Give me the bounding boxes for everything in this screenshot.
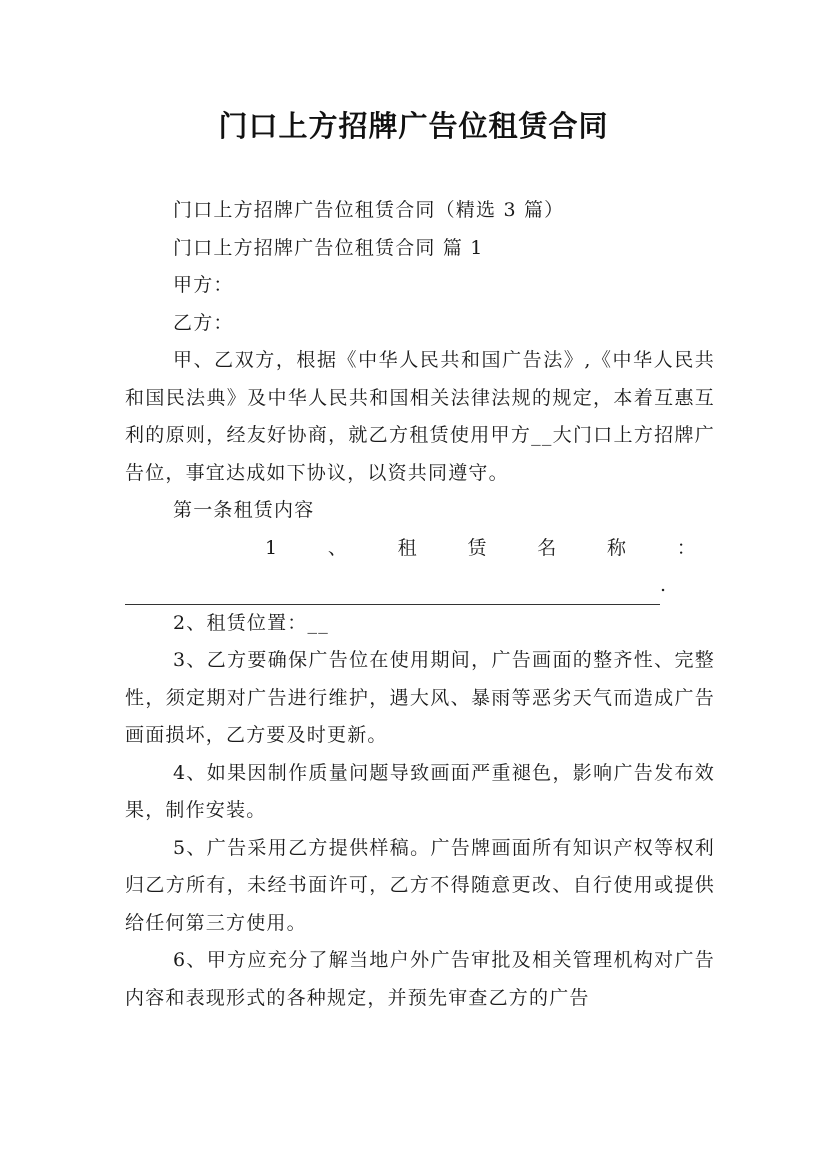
paragraph-party-a: 甲方： xyxy=(173,274,234,296)
rental-name-end-mark: . xyxy=(660,574,668,596)
paragraph-item-2: 2、租赁位置：__ xyxy=(173,611,329,634)
rental-name-char: 赁 xyxy=(467,536,488,559)
paragraph-party-b: 乙方： xyxy=(173,311,234,334)
rental-name-char: ： xyxy=(676,536,697,559)
rental-name-char: 租 xyxy=(397,536,418,559)
document-body xyxy=(125,192,715,1017)
rental-name-blank-line xyxy=(125,567,715,605)
rental-name-char: 名 xyxy=(537,536,558,559)
paragraph-item-6: 6、甲方应充分了解当地户外广告审批及相关管理机构对广告内容和表现形式的各种规定，并预先审查乙方的广告 xyxy=(125,949,715,1009)
paragraph-item-3: 3、乙方要确保广告位在使用期间，广告画面的整齐性、完整性，须定期对广告进行维护，遇大风、暴雨等恶劣天气而造成广告画面损坏，乙方要及时更新。 xyxy=(125,649,715,746)
paragraph-item-4: 4、如果因制作质量问题导致画面严重褪色，影响广告发布效果，制作安装。 xyxy=(125,761,715,821)
paragraph-section-heading: 门口上方招牌广告位租赁合同 篇 1 xyxy=(173,236,484,259)
paragraph-article-1: 第一条租赁内容 xyxy=(173,499,315,521)
paragraph-item-5: 5、广告采用乙方提供样稿。广告牌画面所有知识产权等权利归乙方所有，未经书面许可，乙方不得随意更改、自行使用或提供给任何第三方使用。 xyxy=(125,836,715,934)
document-title: 门口上方招牌广告位租赁合同 xyxy=(218,109,609,143)
rental-name-char: 称 xyxy=(607,536,628,559)
rental-name-char: 、 xyxy=(327,536,349,559)
fill-in-underline xyxy=(125,582,660,605)
paragraph-preamble: 甲、乙双方，根据《中华人民共和国广告法》,《中华人民共和国民法典》及中华人民共和国相关法律法规的规定，本着互惠互利的原则，经友好协商，就乙方租赁使用甲方__大门口上方招牌广告位，事宜达成如下协议，以资共同遵守。 xyxy=(125,349,715,484)
rental-name-line xyxy=(125,530,715,568)
paragraph-subtitle: 门口上方招牌广告位租赁合同（精选 3 篇） xyxy=(173,199,565,221)
rental-name-char: 1 xyxy=(265,536,279,559)
